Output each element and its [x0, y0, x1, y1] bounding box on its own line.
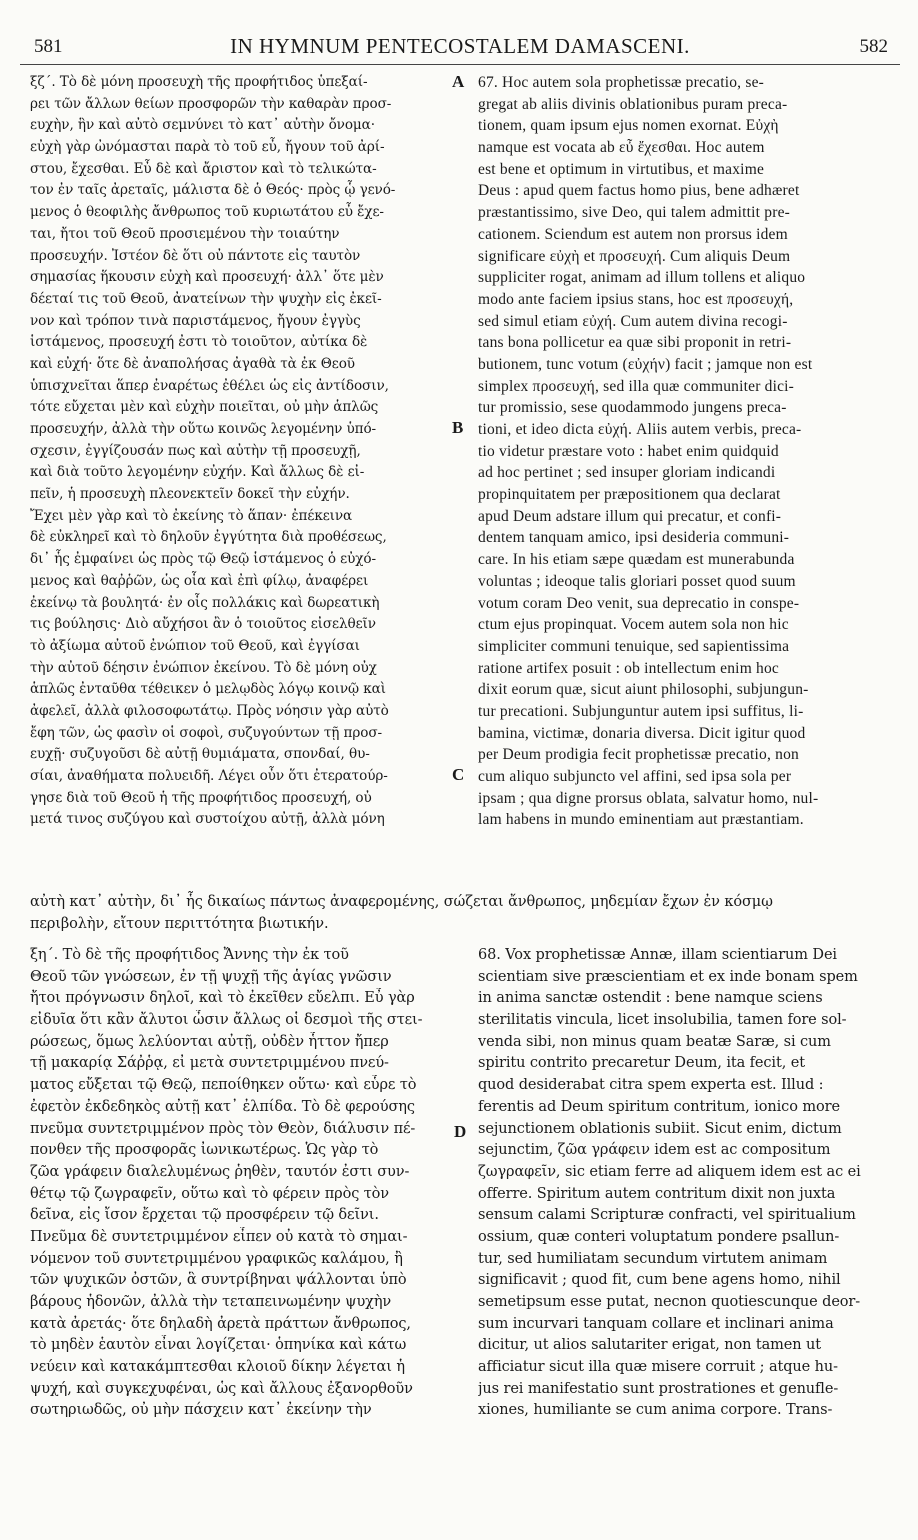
- text-line: significare εὐχὴ et προσευχή. Cum aliquis Deum: [478, 247, 791, 265]
- text-line: νεύειν καὶ κατακάμπτεσθαι κλοιοῦ δίκην λέγεται ἡ: [30, 1359, 405, 1376]
- text-line: καὶ εὐχή· ὅτε δὲ ἀναπολήσας ἀγαθὰ τὰ ἐκ Θεοῦ: [30, 355, 355, 372]
- text-line: σωτηριωδῶς, οὐ μὴν πάσχειν κατ᾽ ἐκείνην τὴν: [30, 1402, 372, 1419]
- text-line: δὲ εὐκληρεῖ καὶ τὸ δηλοῦν ἐγγύτητα διὰ προθέσεως,: [30, 529, 387, 546]
- text-line: κατὰ ἀρετάς· ὅτε δηλαδὴ ἀρετὰ πράττων ἄνθρωπος,: [30, 1315, 411, 1332]
- text-line: votum coram Deo venit, sua deprecatio in conspe-: [478, 594, 800, 612]
- text-line: μενος καὶ θαῤῥῶν, ὡς οἷα καὶ ἐπὶ φίλῳ, ἀναφέρει: [30, 572, 369, 589]
- text-line: σχεσιν, ἐγγίζουσάν πως καὶ αὐτὴν τῇ προσευχῇ,: [30, 442, 361, 459]
- text-line: ἐφετὸν ἐκδεδηκὸς αὐτῇ κατ᾽ ἐλπίδα. Τὸ δὲ φερούσης: [30, 1098, 415, 1115]
- text-line: νον καὶ τρόπον τινὰ παριστάμενος, ἤγουν ἐγγὺς: [30, 312, 361, 329]
- text-line: Deus : apud quem factus homo pius, bene adhæret: [478, 182, 800, 200]
- text-line: ἀφελεῖ, ἀλλὰ φιλοσοφωτάτῳ. Πρὸς νόησιν γὰρ αὐτὸ: [30, 702, 389, 719]
- text-line: est bene et optimum in virtutibus, et maxime: [478, 160, 765, 178]
- text-line: ται, ἤτοι τοῦ Θεοῦ προσιεμένου τὴν τοιαύτην: [30, 225, 340, 242]
- greek-column-section-68: [30, 945, 458, 1422]
- latin-column-section-67: [478, 72, 883, 831]
- text-line: Ἔχει μὲν γὰρ καὶ τὸ ἐκείνης τὸ ἅπαν· ἐπέκεινα: [30, 507, 353, 524]
- text-line: αὐτὴ κατ᾽ αὐτὴν, δι᾽ ἧς δικαίως πάντως ἀναφερομένης, σώζεται ἄνθρωπος, μηδεμίαν ἔχων ἐν κόσμῳ: [30, 894, 773, 910]
- latin-column-section-68: [478, 945, 883, 1422]
- text-line: μετά τινος συζύγου καὶ συστοίχου αὐτῇ, ἀλλὰ μόνη: [30, 811, 385, 828]
- text-line: tans bona pollicetur ea quæ sibi proponit in retri-: [478, 334, 792, 352]
- text-line: ματος εὔξεται τῷ Θεῷ, πεποίθηκεν οὕτω· καὶ εὗρε τὸ: [30, 1077, 417, 1094]
- text-line: cum aliquo subjuncto vel affini, sed ipsa sola per: [478, 768, 792, 785]
- text-line: ρει τῶν ἄλλων θείων προσφορῶν τὴν καθαρὰν προσ-: [30, 95, 392, 112]
- text-line: εὐχὴ γὰρ ὠνόμασται παρὰ τὸ τοῦ εὖ, ἤγουν τοῦ ἀρί-: [30, 139, 385, 156]
- text-line: care. In his etiam sæpe quædam est munerabunda: [478, 551, 795, 569]
- text-line: tur precationi. Subjunguntur autem ipsi suffitus, li-: [478, 702, 804, 720]
- text-line: εἰδυῖα ὅτι κἂν ἄλυτοι ὦσιν ἄλλως οἱ δεσμοὶ τῆς στει-: [30, 1012, 423, 1029]
- text-line: gregat ab aliis divinis oblationibus puram preca-: [478, 95, 788, 113]
- text-line: 68. Vox prophetissæ Annæ, illam scientiarum Dei: [478, 947, 837, 963]
- text-line: περιβολὴν, εἴτουν περιττότητα βιωτικήν.: [30, 916, 329, 932]
- text-line: 67. Hoc autem sola prophetissæ precatio, se-: [478, 74, 765, 91]
- text-line: δεῖνα, εἰς ἴσον ἔρχεται τῷ προσφέρειν τῷ δεῖνι.: [30, 1207, 379, 1224]
- text-line: σίαι, ἀναθήματα πολυειδῆ. Λέγει οὖν ὅτι ἐτερατούρ-: [30, 768, 388, 784]
- text-line: tionem, quam ipsum ejus nomen exornat. Εὐχὴ: [478, 117, 779, 135]
- text-line: dixit eorum quæ, sicut aiunt philosophi, subjungun-: [478, 681, 809, 699]
- text-line: σημασίας ἥκουσιν εὐχὴ καὶ προσευχή· ἀλλ᾽ ὅτε μὲν: [30, 269, 384, 286]
- text-line: offerre. Spiritum autem contritum dixit non juxta: [478, 1185, 836, 1202]
- text-line: τὸ μηδὲν ἑαυτὸν εἶναι λογίζεται· ὁπηνίκα καὶ κάτω: [30, 1337, 407, 1354]
- text-line: sterilitatis vincula, licet insolubilia, tamen fore sol-: [478, 1012, 847, 1029]
- text-line: significavit ; quod fit, cum bene agens homo, nihil: [478, 1272, 841, 1289]
- margin-marker-d: D: [454, 1122, 467, 1141]
- text-line: tio videtur præstare voto : habet enim quidquid: [478, 442, 779, 460]
- text-line: venda sibi, non minus quam beatæ Saræ, si cum: [478, 1033, 831, 1050]
- text-line: ψυχή, καὶ συγκεχυφέναι, ὡς καὶ ἄλλους ἐξανορθοῦν: [30, 1380, 413, 1397]
- text-line: στου, ἔχεσθαι. Εὖ δὲ καὶ ἄριστον καὶ τὸ τελικώτα-: [30, 160, 377, 177]
- text-line: tur, sed humiliatam secundum virtutem animam: [478, 1250, 828, 1267]
- text-line: simpliciter communi tenuique, sed sapientissima: [478, 637, 790, 655]
- text-line: ipsam ; qua digne prorsus oblata, salvatur homo, nul-: [478, 789, 819, 807]
- text-line: xiones, humiliante se cum anima corpore. Trans-: [478, 1402, 833, 1419]
- text-line: ἱστάμενος, προσευχή ἐστι τὸ τοιοῦτον, αὐτίκα δὲ: [30, 334, 368, 351]
- text-line: καὶ διὰ τοῦτο λεγομένην εὐχήν. Καὶ ἄλλως δὲ εἰ-: [30, 464, 365, 481]
- text-line: spiritu contrito precaretur Deum, ita fecit, et: [478, 1055, 805, 1072]
- text-line: scientiam sive præscientiam et ex inde bonam spem: [478, 968, 858, 985]
- text-line: ferentis ad Deum spiritum contritum, ionico more: [478, 1098, 840, 1115]
- text-line: modo ante faciem ipsius stans, hoc est προσευχή,: [478, 290, 794, 308]
- text-line: voluntas ; ideoque talis gloriari posset quod suum: [478, 572, 796, 590]
- text-line: ζῶα γράφειν διαλελυμένως ῥηθὲν, ταυτόν ἐστι συν-: [30, 1163, 410, 1180]
- text-line: lam habens in mundo eminentiam aut præstantiam.: [478, 811, 804, 829]
- text-line: δι᾽ ἧς ἐμφαίνει ὡς πρὸς τῷ Θεῷ ἱστάμενος ὁ εὐχό-: [30, 551, 377, 568]
- text-line: ctum ejus propinquat. Vocem autem sola non hic: [478, 616, 789, 634]
- text-line: ὑπισχνεῖται ἅπερ ἐναρέτως ἐθέλει ὡς εἰς ἀντίδοσιν,: [30, 377, 389, 394]
- text-line: πονθεν τῆς προσφορᾶς ἰωνικωτέρως. Ὡς γὰρ τὸ: [30, 1142, 379, 1159]
- text-line: suppliciter rogat, animam ad illum tollens et aliquo: [478, 269, 806, 287]
- text-line: afficiatur sicut illa quæ misere corruit ; atque hu-: [478, 1359, 838, 1376]
- text-line: Πνεῦμα δὲ συντετριμμένον εἶπεν οὐ κατὰ τὸ σημαι-: [30, 1228, 408, 1245]
- text-line: sum incurvari tanquam collare et inclinari anima: [478, 1315, 834, 1332]
- text-line: ad hoc pertinet ; sed insuper gloriam indicandi: [478, 464, 776, 482]
- text-line: ἔφη τῶν, ὡς φασὶν οἱ σοφοὶ, συζυγούντων τῇ προσ-: [30, 724, 383, 741]
- text-line: πεῖν, ἡ προσευχὴ πλεονεκτεῖν δοκεῖ τὴν εὐχήν.: [30, 486, 350, 503]
- text-line: ευχὴν, ἣν καὶ αὐτὸ σεμνύνει τὸ κατ᾽ αὐτὴν ὄνομα·: [30, 117, 375, 134]
- text-line: γησε διὰ τοῦ Θεοῦ ἡ τῆς προφήτιδος προσευχή, οὐ: [30, 789, 372, 806]
- text-line: tioni, et ideo dicta εὐχή. Aliis autem verbis, preca-: [478, 421, 802, 438]
- margin-marker-a: A: [452, 72, 465, 91]
- running-title: IN HYMNUM PENTECOSTALEM DAMASCENI.: [230, 34, 690, 58]
- page-number-right: 582: [859, 36, 888, 57]
- text-line: butionem, tunc votum (εὐχήν) facit ; jamque non est: [478, 355, 813, 373]
- greek-full-width-lines: [30, 891, 895, 935]
- text-line: apud Deum adstare illum qui precatur, et confi-: [478, 507, 782, 525]
- text-line: sejunctim, ζῶα γράφειν idem est ac compositum: [478, 1142, 831, 1159]
- text-line: τις βούλησις· Διὸ αὔχήσοι ἂν ὁ τοιοῦτος εἰσελθεῖν: [30, 616, 376, 633]
- text-line: τῇ μακαρίᾳ Σάῤῥᾳ, εἰ μετὰ συντετριμμένου πνεύ-: [30, 1055, 389, 1072]
- text-line: ἤτοι πρόγνωσιν δηλοῖ, καὶ τὸ ἐκεῖθεν εὔελπι. Εὖ γὰρ: [30, 990, 415, 1007]
- text-line: τον ἐν ταῖς ἀρεταῖς, μάλιστα δὲ ὁ Θεός· πρὸς ᾧ γενό-: [30, 182, 396, 199]
- text-line: ratione artifex posuit : ob intellectum enim hoc: [478, 659, 780, 677]
- text-line: βάρους ἡδονῶν, ἀλλὰ τὴν τεταπεινωμένην ψυχὴν: [30, 1294, 392, 1310]
- text-line: præstantissimo, sive Deo, qui talem admittit pre-: [478, 204, 791, 222]
- text-line: προσευχήν, ἀλλὰ τὴν οὕτω κοινῶς λεγομένην ὑπό-: [30, 421, 377, 437]
- text-line: tur promissio, sese quodammodo jungens preca-: [478, 399, 787, 417]
- margin-marker-b: B: [452, 418, 464, 437]
- page-header: [20, 30, 900, 65]
- text-line: προσευχήν. Ἰστέον δὲ ὅτι οὐ πάντοτε εἰς ταυτὸν: [30, 247, 361, 264]
- text-line: jus rei manifestatio sunt prostrationes et genufle-: [478, 1380, 839, 1397]
- text-line: ἁπλῶς ἐνταῦθα τέθεικεν ὁ μελῳδὸς λόγῳ κοινῷ καὶ: [30, 681, 386, 698]
- text-line: ευχῇ· συζυγοῦσι δὲ αὐτῇ θυμιάματα, σπονδαί, θυ-: [30, 746, 370, 763]
- text-line: πνεῦμα συντετριμμένον πρὸς τὸν Θεὸν, διάλυσιν πέ-: [30, 1120, 416, 1137]
- text-line: simplex προσευχή, sed illa quæ communiter dici-: [478, 377, 795, 395]
- text-line: semetipsum esse putat, necnon quotiescunque deor-: [478, 1294, 861, 1310]
- text-line: τὴν αὐτοῦ δέησιν ἐνώπιον ἐκείνου. Τὸ δὲ μόνη οὐχ: [30, 659, 377, 676]
- text-line: τότε εὔχεται μὲν καὶ εὐχὴν ποιεῖται, οὐ μὴν ἁπλῶς: [30, 399, 379, 416]
- text-line: quod desiderabat citra spem experta est. Illud :: [478, 1077, 824, 1094]
- greek-column-section-67: [30, 72, 458, 831]
- text-line: μενος ὁ θεοφιλὴς ἄνθρωπος τοῦ κυριωτάτου εὖ ἔχε-: [30, 204, 384, 221]
- text-line: νόμενον τοῦ συντετριμμένου γραφικῶς καλάμου, ἢ: [30, 1250, 403, 1267]
- text-line: τῶν ψυχικῶν ὀστῶν, ἃ συντρίβηναι ψάλλονται ὑπὸ: [30, 1272, 407, 1289]
- text-line: ossium, quæ conteri voluptatum pondere psallun-: [478, 1228, 840, 1245]
- text-line: τὸ ἀξίωμα αὐτοῦ ἐνώπιον τοῦ Θεοῦ, καὶ ἐγγίσαι: [30, 637, 360, 654]
- text-line: dicitur, ut alios salutariter erigat, non tamen ut: [478, 1337, 821, 1354]
- text-line: ζωγραφεῖν, sic etiam ferre ad aliquem idem est ac ei: [478, 1163, 861, 1180]
- text-line: ρώσεως, ὅμως λελύονται αὐτῇ, οὐδὲν ἧττον ἤπερ: [30, 1033, 389, 1050]
- text-line: ξη΄. Τὸ δὲ τῆς προφήτιδος Ἄννης τὴν ἐκ τοῦ: [30, 947, 349, 963]
- text-line: sensum calami Scripturæ confracti, vel spiritualium: [478, 1207, 856, 1224]
- text-line: sed simul etiam εὐχή. Cum autem divina recogi-: [478, 312, 788, 330]
- text-line: per Deum prodigia fecit prophetissæ precatio, non: [478, 746, 800, 764]
- text-line: δέεταί τις τοῦ Θεοῦ, ἀνατείνων τὴν ψυχὴν εἰς ἐκεῖ-: [30, 290, 382, 307]
- page-number-left: 581: [34, 36, 63, 57]
- margin-marker-c: C: [452, 765, 465, 784]
- text-line: in anima sanctæ ostendit : bene namque sciens: [478, 990, 823, 1007]
- text-line: bamina, victimæ, donaria diversa. Dicit igitur quod: [478, 724, 806, 742]
- text-line: Θεοῦ τῶν γνώσεων, ἐν τῇ ψυχῇ τῆς ἁγίας γνῶσιν: [30, 968, 392, 985]
- text-line: sejunctionem oblationis subiit. Sicut enim, dictum: [478, 1120, 842, 1137]
- text-line: propinquitatem per præpositionem qua declarat: [478, 486, 781, 504]
- text-line: cationem. Sciendum est autem non prorsus idem: [478, 225, 788, 243]
- text-line: θέτῳ τῷ ζωγραφεῖν, οὕτω καὶ τὸ φέρειν πρὸς τὸν: [30, 1185, 389, 1202]
- text-line: dentem tanquam amico, ipsi desideria communi-: [478, 529, 790, 547]
- text-line: ἐκείνῳ τὰ βουλητά· ἐν οἷς πολλάκις καὶ δωρεατικὴ: [30, 594, 380, 611]
- text-line: ξζ΄. Τὸ δὲ μόνη προσευχὴ τῆς προφήτιδος ὑπεξαί-: [30, 74, 368, 90]
- text-line: namque est vocata ab εὖ ἔχεσθαι. Hoc autem: [478, 139, 765, 157]
